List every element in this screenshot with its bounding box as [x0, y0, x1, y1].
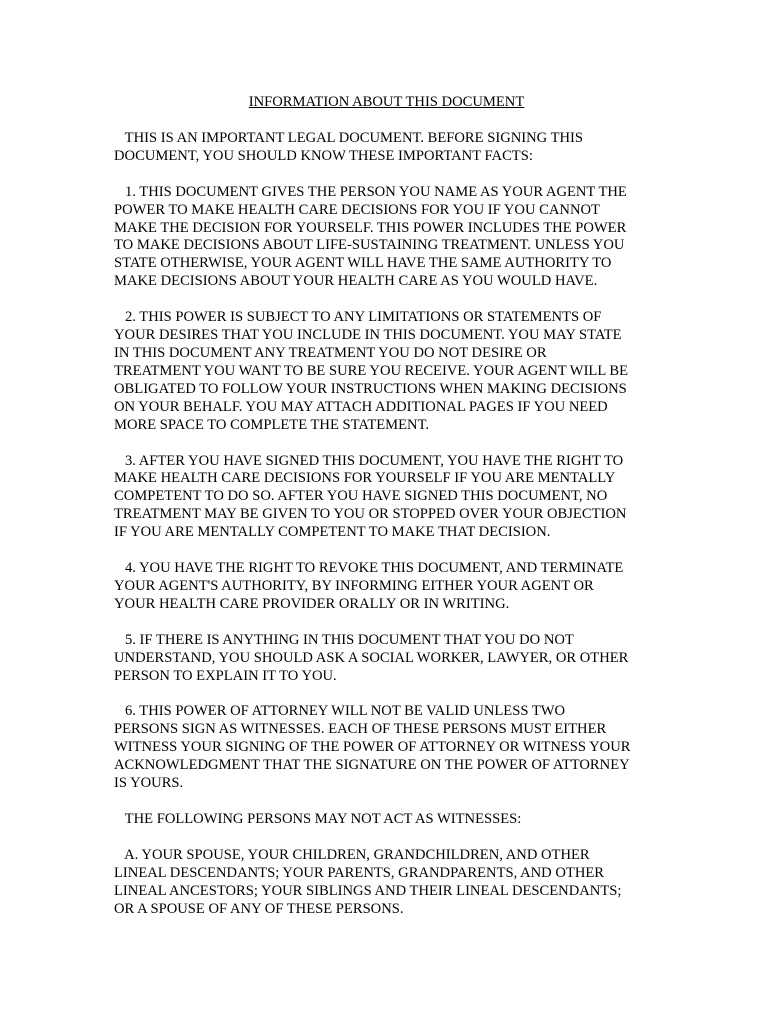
text-line: MORE SPACE TO COMPLETE THE STATEMENT.	[114, 416, 430, 433]
fact-2-paragraph	[114, 309, 659, 434]
fact-6-paragraph	[114, 703, 659, 793]
text-line: THIS IS AN IMPORTANT LEGAL DOCUMENT. BEFORE SIGNING THIS	[114, 129, 584, 146]
text-line: YOUR AGENT'S AUTHORITY, BY INFORMING EITHER YOUR AGENT OR	[114, 577, 594, 594]
text-line: 2. THIS POWER IS SUBJECT TO ANY LIMITATIONS OR STATEMENTS OF	[114, 309, 602, 326]
fact-4-paragraph	[114, 560, 659, 614]
text-line: LINEAL DESCENDANTS; YOUR PARENTS, GRANDPARENTS, AND OTHER	[114, 864, 605, 881]
witness-exclusion-a-paragraph	[114, 847, 659, 919]
document-body	[114, 130, 659, 919]
text-line: YOUR DESIRES THAT YOU INCLUDE IN THIS DOCUMENT. YOU MAY STATE	[114, 327, 622, 344]
text-line: A. YOUR SPOUSE, YOUR CHILDREN, GRANDCHILDREN, AND OTHER	[114, 846, 590, 863]
fact-1-paragraph	[114, 184, 659, 291]
fact-5-paragraph	[114, 632, 659, 686]
text-line: MAKE DECISIONS ABOUT YOUR HEALTH CARE AS YOU WOULD HAVE.	[114, 273, 598, 290]
text-line: COMPETENT TO DO SO. AFTER YOU HAVE SIGNED THIS DOCUMENT, NO	[114, 488, 608, 505]
text-line: IN THIS DOCUMENT ANY TREATMENT YOU DO NOT DESIRE OR	[114, 344, 547, 361]
text-line: WITNESS YOUR SIGNING OF THE POWER OF ATTORNEY OR WITNESS YOUR	[114, 739, 631, 756]
text-line: UNDERSTAND, YOU SHOULD ASK A SOCIAL WORKER, LAWYER, OR OTHER	[114, 649, 629, 666]
text-line: IS YOURS.	[114, 775, 184, 792]
text-line: MAKE HEALTH CARE DECISIONS FOR YOURSELF IF YOU ARE MENTALLY	[114, 470, 616, 487]
intro-paragraph	[114, 130, 659, 166]
text-line: 5. IF THERE IS ANYTHING IN THIS DOCUMENT THAT YOU DO NOT	[114, 631, 574, 648]
text-line: DOCUMENT, YOU SHOULD KNOW THESE IMPORTANT FACTS:	[114, 147, 533, 164]
text-line: IF YOU ARE MENTALLY COMPETENT TO MAKE THAT DECISION.	[114, 524, 551, 541]
text-line: 4. YOU HAVE THE RIGHT TO REVOKE THIS DOCUMENT, AND TERMINATE	[114, 560, 624, 577]
text-line: 3. AFTER YOU HAVE SIGNED THIS DOCUMENT, YOU HAVE THE RIGHT TO	[114, 452, 624, 469]
text-line: ON YOUR BEHALF. YOU MAY ATTACH ADDITIONAL PAGES IF YOU NEED	[114, 398, 608, 415]
text-line: LINEAL ANCESTORS; YOUR SIBLINGS AND THEIR LINEAL DESCENDANTS;	[114, 882, 622, 899]
text-line: STATE OTHERWISE, YOUR AGENT WILL HAVE THE SAME AUTHORITY TO	[114, 255, 612, 272]
text-line: 6. THIS POWER OF ATTORNEY WILL NOT BE VALID UNLESS TWO	[114, 703, 566, 720]
text-line: TREATMENT MAY BE GIVEN TO YOU OR STOPPED OVER YOUR OBJECTION	[114, 506, 627, 523]
text-line: OR A SPOUSE OF ANY OF THESE PERSONS.	[114, 900, 404, 917]
text-line: ACKNOWLEDGMENT THAT THE SIGNATURE ON THE POWER OF ATTORNEY	[114, 757, 630, 774]
document-page	[114, 94, 659, 937]
text-line: MAKE THE DECISION FOR YOURSELF. THIS POWER INCLUDES THE POWER	[114, 219, 627, 236]
witnesses-intro-paragraph	[114, 811, 659, 829]
text-line: TREATMENT YOU WANT TO BE SURE YOU RECEIVE. YOUR AGENT WILL BE	[114, 362, 629, 379]
text-line: PERSON TO EXPLAIN IT TO YOU.	[114, 667, 337, 684]
fact-3-paragraph	[114, 453, 659, 543]
text-line: YOUR HEALTH CARE PROVIDER ORALLY OR IN WRITING.	[114, 595, 510, 612]
text-line: TO MAKE DECISIONS ABOUT LIFE-SUSTAINING TREATMENT. UNLESS YOU	[114, 237, 625, 254]
text-line: 1. THIS DOCUMENT GIVES THE PERSON YOU NAME AS YOUR AGENT THE	[114, 183, 627, 200]
document-title: INFORMATION ABOUT THIS DOCUMENT	[248, 94, 525, 110]
text-line: THE FOLLOWING PERSONS MAY NOT ACT AS WITNESSES:	[114, 811, 522, 827]
text-line: OBLIGATED TO FOLLOW YOUR INSTRUCTIONS WHEN MAKING DECISIONS	[114, 380, 627, 397]
text-line: PERSONS SIGN AS WITNESSES. EACH OF THESE PERSONS MUST EITHER	[114, 721, 607, 738]
text-line: POWER TO MAKE HEALTH CARE DECISIONS FOR YOU IF YOU CANNOT	[114, 201, 600, 218]
